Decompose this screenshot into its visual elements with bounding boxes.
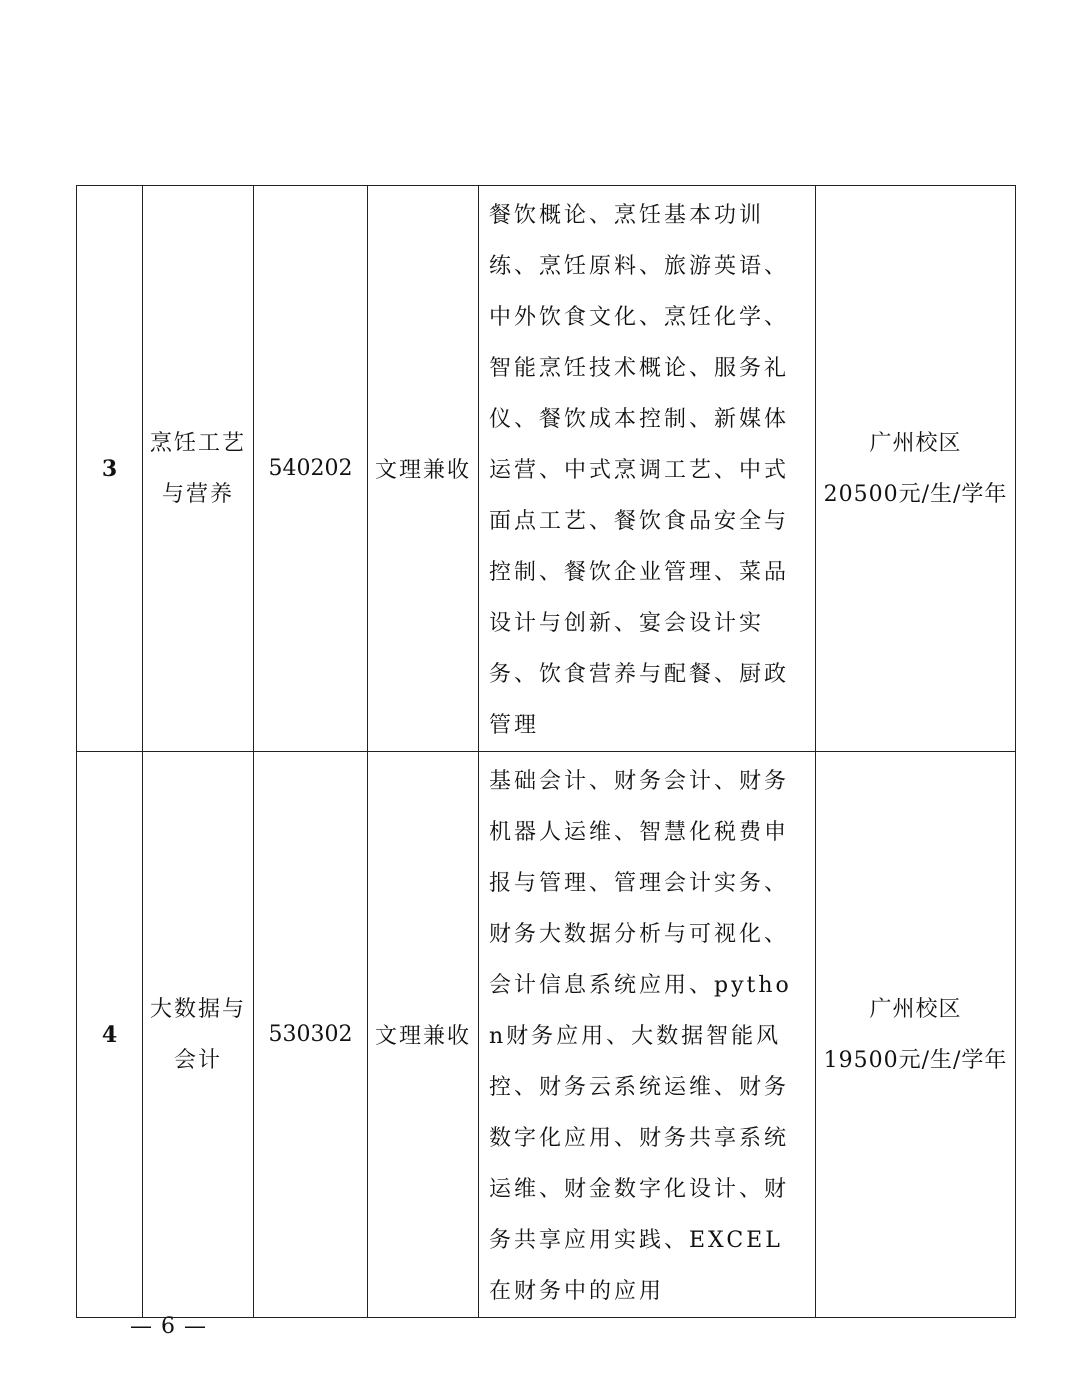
campus-name: 广州校区 — [869, 996, 962, 1022]
core-courses: 基础会计、财务会计、财务机器人运维、智慧化税费申报与管理、管理会计实务、财务大数据分析与可视化、会计信息系统应用、python财务应用、大数据智能风控、财务云系统运维、财务数字化应用、财务共享系统运维、财金数字化设计、财务共享应用实践、EXCEL在财务中的应用 — [479, 752, 816, 1318]
admission-requirement: 文理兼收 — [368, 186, 479, 752]
major-name — [143, 752, 254, 1318]
admission-requirement: 文理兼收 — [368, 752, 479, 1318]
campus-fee — [816, 186, 1016, 752]
tuition-fee: 19500元/生/学年 — [823, 1047, 1008, 1073]
row-number: 4 — [77, 752, 143, 1318]
major-code: 530302 — [254, 752, 368, 1318]
major-name-line2: 与营养 — [161, 481, 234, 507]
page-number: — 6 — — [130, 1314, 207, 1339]
major-name-line2: 会计 — [173, 1047, 222, 1073]
major-name-line1: 烹饪工艺 — [149, 430, 246, 456]
row-number: 3 — [77, 186, 143, 752]
campus-fee — [816, 752, 1016, 1318]
major-table — [76, 185, 1016, 1318]
campus-name: 广州校区 — [869, 430, 962, 456]
major-code: 540202 — [254, 186, 368, 752]
major-name — [143, 186, 254, 752]
tuition-fee: 20500元/生/学年 — [823, 481, 1008, 507]
core-courses: 餐饮概论、烹饪基本功训练、烹饪原料、旅游英语、中外饮食文化、烹饪化学、智能烹饪技术概论、服务礼仪、餐饮成本控制、新媒体运营、中式烹调工艺、中式面点工艺、餐饮食品安全与控制、餐饮企业管理、菜品设计与创新、宴会设计实务、饮食营养与配餐、厨政管理 — [479, 186, 816, 752]
table-row — [77, 752, 1016, 1318]
major-name-line1: 大数据与 — [149, 996, 246, 1022]
table-row — [77, 186, 1016, 752]
